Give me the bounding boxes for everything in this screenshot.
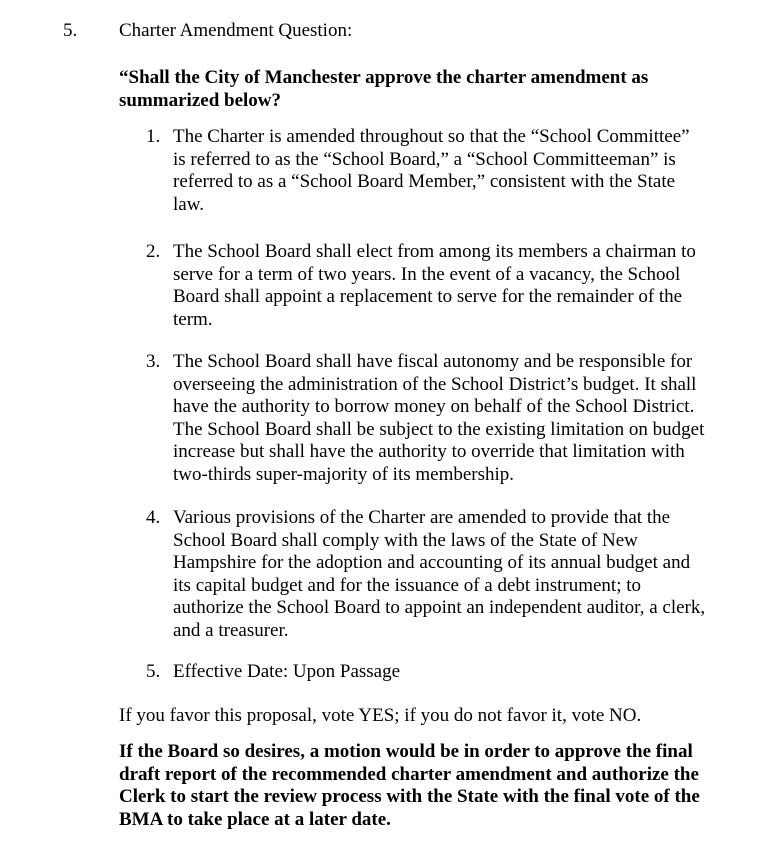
summary-item-text: The School Board shall elect from among its members a chairman to serve for a term of two years. In the event of a vacancy, the School Board shall appoint a replacement to serve for the remainder of the term. [173,241,696,330]
summary-item-number: 1. [146,126,161,147]
summary-item-4 [146,507,706,642]
summary-item-text: The School Board shall have fiscal autonomy and be responsible for overseeing the administration of the School District’s budget. It shall have the authority to borrow money on behalf of the School District. The School Board shall be subject to the existing limitation on budget increase but shall have the authority to override that limitation with two-thirds super-majority of its membership. [173,351,705,485]
summary-item-number: 2. [146,241,161,262]
summary-item-text: Various provisions of the Charter are amended to provide that the School Board shall comply with the laws of the State of New Hampshire for the adoption and accounting of its annual budget and its capital budget and for the issuance of a debt instrument; to authorize the School Board to appoint an independent auditor, a clerk, and a treasurer. [173,507,706,641]
motion-text: If the Board so desires, a motion would be in order to approve the final draft report of the recommended charter amendment and authorize the Clerk to start the review process with the State with the final vote of the BMA to take place at a later date. [119,741,700,830]
summary-item-number: 5. [146,661,161,682]
summary-item-2 [146,241,706,331]
ballot-question: “Shall the City of Manchester approve the charter amendment as summarized below? [119,67,649,111]
agenda-item-title: Charter Amendment Question: [119,20,353,41]
summary-item-text: Effective Date: Upon Passage [173,661,401,682]
summary-item-3 [146,351,706,486]
summary-item-text: The Charter is amended throughout so that the “School Committee” is referred to as the “School Board,” a “School Committeeman” is referred to as a “School Board Member,” consistent with the State law. [173,126,690,215]
vote-instruction: If you favor this proposal, vote YES; if you do not favor it, vote NO. [119,705,642,726]
summary-item-number: 3. [146,351,161,372]
summary-item-1 [146,126,706,216]
summary-item-5 [146,661,706,684]
agenda-item-number: 5. [63,20,78,41]
summary-item-number: 4. [146,507,161,528]
